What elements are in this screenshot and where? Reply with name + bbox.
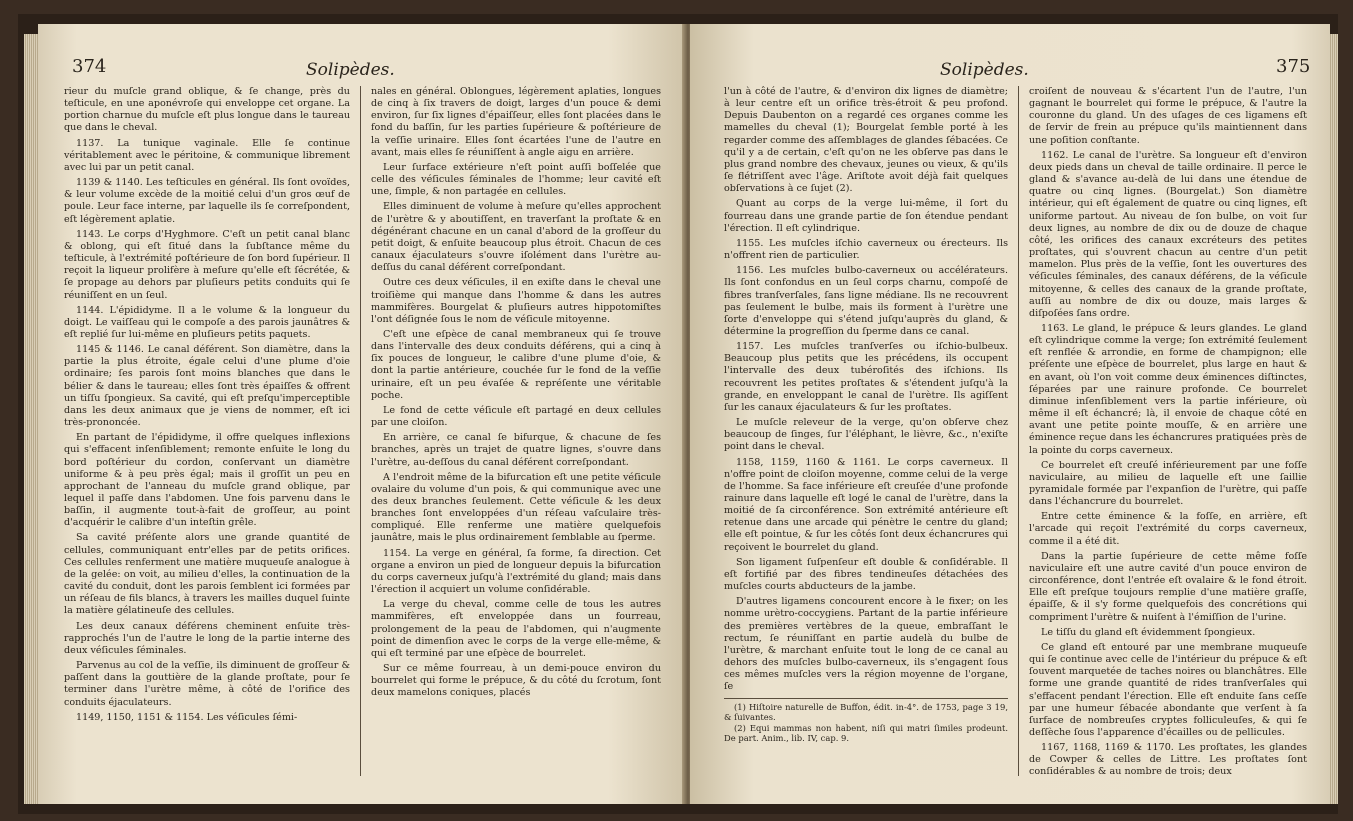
paragraph: 1157. Les muſcles tranſverſes ou iſchio-bulbeux. Beaucoup plus petits que les précédens, ils occupent l'intervalle des deux tubéroſités des iſchions. Ils recouvrent les petites proſtates & s'étendent juſqu'à la grande, en enveloppant le canal de l'urètre. Ils agiſſent ſur les canaux éjaculateurs & ſur les proſtates. [724, 341, 1008, 413]
paragraph: En partant de l'épididyme, il offre quelques inflexions qui s'effacent inſenſiblement; remonte enſuite le long du bord poſtérieur du cordon, conſervant un diamètre uniforme & à peu près égal; mais il groſſit un peu en approchant de l'anneau du muſcle grand oblique, par lequel il paſſe dans l'abdomen. Une fois parvenu dans le baſſin, il augmente tout-à-fait de groſſeur, au point d'acquérir le calibre d'un inteſtin grêle. [64, 432, 350, 529]
paragraph: Quant au corps de la verge lui-même, il ſort du fourreau dans une grande partie de ſon étendue pendant l'érection. Il eſt cylindrique. [724, 198, 1008, 234]
paragraph: En arrière, ce canal ſe bifurque, & chacune de ſes branches, après un trajet de quatre lignes, s'ouvre dans l'urètre, au-deſſous du canal déférent correſpondant. [371, 432, 661, 468]
paragraph: Elles diminuent de volume à meſure qu'elles approchent de l'urètre & y aboutiſſent, en traverſant la proſtate & en dégénérant chacune en un canal d'abord de la groſſeur du petit doigt, & enſuite beaucoup plus étroit. Chacun de ces canaux éjaculateurs s'ouvre iſolément dans l'urètre au-deſſus du canal déférent correſpondant. [371, 201, 661, 274]
paragraph: 1143. Le corps d'Hyghmore. C'eſt un petit canal blanc & oblong, qui eſt ſitué dans la ſubſtance même du teſticule, à l'extrémité poſtérieure de ſon bord ſupérieur. Il reçoit la liqueur prolifère à meſure qu'elle eſt ſécrétée, & ſe propage au dehors par pluſieurs petits conduits qui ſe réuniſſent en un ſeul. [64, 228, 350, 301]
footnote: (1) Hiſtoire naturelle de Buffon, édit. in-4°. de 1753, page 3 19, & ſuivantes. [724, 701, 1008, 722]
right-column-1 [724, 86, 1008, 776]
paragraph: Parvenus au col de la veſſie, ils diminuent de groſſeur & paſſent dans la gouttière de la glande proſtate, pour ſe terminer dans l'urètre même, à côté de l'orifice des conduits éjaculateurs. [64, 660, 350, 708]
paragraph: Sa cavité préſente alors une grande quantité de cellules, communiquant entr'elles par de petits orifices. Ces cellules renferment une matière muqueuſe analogue à de la gelée: on voit, au milieu d'elles, la continuation de la cavité du conduit, dont les parois ſemblent ici formées par un réſeau de fils blancs, à travers les mailles duquel ſuinte la matière gélatineuſe des cellules. [64, 532, 350, 617]
paragraph: Leur ſurface extérieure n'eſt point auſſi boſſelée que celle des véſicules ſéminales de l'homme; leur cavité eſt une, ſimple, & non partagée en cellules. [371, 161, 661, 198]
paragraph: Le tiſſu du gland eſt évidemment ſpongieux. [1041, 626, 1256, 638]
page-number-left: 374 [72, 56, 107, 77]
page-number-right: 375 [1276, 56, 1311, 77]
paragraph: Dans la partie ſupérieure de cette même foſſe naviculaire eſt une autre cavité d'un pouce environ de circonférence, dont l'entrée eſt ovalaire & le fond étroit. Elle eſt preſque toujours remplie d'une matière graſſe, épaiſſe, & il s'y forme quelquefois des concrétions qui compriment l'urètre & nuiſent à l'émiſſion de l'urine. [1029, 550, 1307, 623]
page-edges-right [1330, 34, 1338, 804]
paragraph: 1167, 1168, 1169 & 1170. Les proſtates, les glandes de Cowper & celles de Littre. Les proſtates ſont conſidérables & au nombre de trois; deux [1029, 742, 1307, 776]
paragraph: 1156. Les muſcles bulbo-caverneux ou accélérateurs. Ils ſont confondus en un ſeul corps charnu, compoſé de fibres tranſverſales, ſans ligne médiane. Ils ne recouvrent pas ſeulement le bulbe, mais ils forment à l'urètre une ſorte d'enveloppe qui s'étend juſqu'auprès du gland, & détermine la progreſſion du ſperme dans ce canal. [724, 265, 1008, 337]
paragraph: 1149, 1150, 1151 & 1154. Les véſicules ſémi- [76, 711, 298, 723]
paragraph: Son ligament ſuſpenſeur eſt double & conſidérable. Il eſt fortifié par des fibres tendineuſes détachées des muſcles courts abducteurs de la jambe. [724, 556, 1008, 593]
open-book [18, 14, 1338, 814]
paragraph: Outre ces deux véſicules, il en exiſte dans le cheval une troiſième qui manque dans l'homme & dans les autres mammifères. Bourgelat & pluſieurs autres hippotomiſtes l'ont déſignée ſous le nom de véſicule mitoyenne. [371, 277, 661, 325]
column-rule [360, 86, 361, 776]
paragraph: l'un à côté de l'autre, & d'environ dix lignes de diamètre; à leur centre eſt un orifice très-étroit & peu profond. Depuis Daubenton on a regardé ces organes comme les mamelles du cheval (1); Bourgelat ſemble porté à les regarder comme des aſſemblages de glandes ſébacées. Ce qu'il y a de certain, c'eſt qu'on ne les obſerve pas dans le plus grand nombre des chevaux, jeunes ou vieux, & qu'ils ſe flétriſſent avec l'âge. Ariſtote avoit déjà fait quelques obſervations à ce ſujet (2). [724, 86, 1008, 195]
running-head-left: Solipèdes. [306, 60, 395, 80]
left-column-1 [64, 86, 350, 776]
paragraph: Ce gland eſt entouré par une membrane muqueuſe qui ſe continue avec celle de l'intérieur du prépuce & eſt ſouvent marquetée de taches noires ou blanchâtres. Elle forme une grande quantité de rides tranſverſales qui s'effacent pendant l'érection. Elle eſt enduite ſans ceſſe par une humeur ſébacée abondante que verſent à ſa ſurface de nombreuſes cryptes folliculeuſes, & qui ſe deſſèche ſous l'apparence d'écailles ou de pellicules. [1029, 641, 1307, 738]
paragraph: Sur ce même fourreau, à un demi-pouce environ du bourrelet qui forme le prépuce, & du côté du ſcrotum, ſont deux mamelons coniques, placés [371, 663, 661, 699]
paragraph: A l'endroit même de la bifurcation eſt une petite véſicule ovalaire du volume d'un pois, & qui communique avec une des deux branches ſeulement. Cette véſicule & les deux branches ſont enveloppées d'un réſeau vaſculaire très-compliqué. Elle renferme une matière quelquefois jaunâtre, mais le plus ordinairement ſemblable au ſperme. [371, 471, 661, 544]
running-head-right: Solipèdes. [940, 60, 1029, 80]
left-page [38, 24, 686, 804]
left-columns [64, 86, 664, 776]
paragraph: Entre cette éminence & la foſſe, en arrière, eſt l'arcade qui reçoit l'extrémité du corps caverneux, comme il a été dit. [1029, 511, 1307, 547]
column-rule [1018, 86, 1019, 776]
page-edges-left [24, 34, 38, 804]
paragraph: Le muſcle releveur de la verge, qu'on obſerve chez beaucoup de ſinges, ſur l'éléphant, le lièvre, &c., n'exiſte point dans le cheval. [724, 417, 1008, 453]
paragraph: D'autres ligamens concourent encore à le fixer; on les nomme urètro-coccygiens. Partant de la partie inférieure des premières vertèbres de la queue, embraſſant le rectum, ſe réuniſſant en partie audelà du bulbe de l'urètre, & marchant enſuite tout le long de ce canal au dehors des muſcles bulbo-caverneux, ils s'engagent ſous ces mêmes muſcles vers la région moyenne de l'organe, ſe [724, 596, 1008, 693]
paragraph: 1137. La tunique vaginale. Elle ſe continue véritablement avec le péritoine, & communique librement avec lui par un petit canal. [64, 137, 350, 173]
right-column-2 [1029, 86, 1307, 776]
paragraph: 1158, 1159, 1160 & 1161. Le corps caverneux. Il n'offre point de cloiſon moyenne, comme celui de la verge de l'homme. Sa face inférieure eſt creuſée d'une profonde rainure dans laquelle eſt logé le canal de l'urètre, dans la moitié de ſa circonférence. Son extrémité antérieure eſt retenue dans une arcade qui pénètre le centre du gland; elle eſt pointue, & ſur les côtés ſont deux échancrures qui reçoivent le bourrelet du gland. [724, 456, 1008, 553]
paragraph: croiſent de nouveau & s'écartent l'un de l'autre, l'un gagnant le bourrelet qui forme le prépuce, & l'autre la couronne du gland. Un des uſages de ces ligamens eſt de ſervir de frein au prépuce qu'ils maintiennent dans une poſition conſtante. [1029, 86, 1307, 146]
paragraph: nales en général. Oblongues, légèrement aplaties, longues de cinq à ſix travers de doigt, larges d'un pouce & demi environ, ſur ſix lignes d'épaiſſeur, elles ſont placées dans le fond du baſſin, ſur les parties ſupérieure & poſtérieure de la veſſie urinaire. Elles ſont écartées l'une de l'autre en avant, mais elles ſe réuniſſent à angle aigu en arrière. [371, 86, 661, 158]
paragraph: Le fond de cette véſicule eſt partagé en deux cellules par une cloiſon. [371, 404, 661, 429]
paragraph: 1155. Les muſcles iſchio caverneux ou érecteurs. Ils n'offrent rien de particulier. [724, 237, 1008, 262]
right-page [690, 24, 1330, 804]
paragraph: 1145 & 1146. Le canal déférent. Son diamètre, dans la partie la plus étroite, égale celui d'une plume d'oie ordinaire; ſes parois ſont moins blanches que dans le bélier & dans le taureau; elles ſont très épaiſſes & offrent un tiſſu ſpongieux. Sa cavité, qui eſt preſqu'imperceptible dans les deux animaux que je viens de nommer, eſt ici très-prononcée. [64, 344, 350, 429]
paragraph: C'eſt une eſpèce de canal membraneux qui ſe trouve dans l'intervalle des deux conduits déférens, qui a cinq à ſix pouces de longueur, le calibre d'une plume d'oie, & dont la partie antérieure, couchée ſur le fond de la veſſie urinaire, eſt un peu évaſée & repréſente une véritable poche. [371, 328, 661, 401]
paragraph: Les deux canaux déférens cheminent enſuite très-rapprochés l'un de l'autre le long de la partie interne des deux véſicules ſéminales. [64, 620, 350, 656]
paragraph: 1139 & 1140. Les teſticules en général. Ils ſont ovoïdes, & leur volume excède de la moitié celui d'un gros œuf de poule. Leur face interne, par laquelle ils ſe correſpondent, eſt légèrement aplatie. [64, 177, 350, 225]
right-columns [724, 86, 1308, 776]
paragraph: 1163. Le gland, le prépuce & leurs glandes. Le gland eſt cylindrique comme la verge; ſon extrémité ſeulement eſt renflée & arrondie, en forme de champignon; elle préſente une eſpèce de bourrelet, plus large en haut & en avant, où l'on voit comme deux éminences diſtinctes, ſéparées par une rainure profonde. Ce bourrelet diminue inſenſiblement vers la partie inférieure, où même il eſt échancré; là, il envoie de chaque côté en avant une petite pointe mouſſe, & en arrière une éminence reçue dans les échancrures pratiquées près de la pointe du corps caverneux. [1029, 322, 1307, 456]
paragraph: rieur du muſcle grand oblique, & ſe change, près du teſticule, en une aponévroſe qui enveloppe cet organe. La portion charnue du muſcle eſt plus longue dans le taureau que dans le cheval. [64, 86, 350, 134]
footnote: (2) Equi mammas non habent, niſi qui matri ſimiles prodeunt. De part. Anim., lib. IV, cap. 9. [724, 722, 1008, 743]
paragraph: La verge du cheval, comme celle de tous les autres mammifères, eſt enveloppée dans un fourreau, prolongement de la peau de l'abdomen, qui n'augmente point de dimenſion avec le corps de la verge elle-même, & qui eſt terminé par une eſpèce de bourrelet. [371, 599, 661, 659]
paragraph: Ce bourrelet eſt creuſé inférieurement par une foſſe naviculaire, au milieu de laquelle eſt une ſaillie pyramidale formée par l'expanſion de l'urètre, qui paſſe dans l'échancrure du bourrelet. [1029, 459, 1307, 508]
paragraph: 1144. L'épididyme. Il a le volume & la longueur du doigt. Le vaiſſeau qui le compoſe a des parois jaunâtres & eſt replié ſur lui-même en pluſieurs petits paquets. [64, 304, 350, 340]
footnotes [724, 698, 1008, 744]
paragraph: 1154. La verge en général, ſa forme, ſa direction. Cet organe a environ un pied de longueur depuis la bifurcation du corps caverneux juſqu'à l'extrémité du gland; mais dans l'érection il acquiert un volume conſidérable. [371, 547, 661, 596]
left-column-2 [371, 86, 661, 776]
right-column-1-text [724, 86, 1008, 694]
paragraph: 1162. Le canal de l'urètre. Sa longueur eſt d'environ deux pieds dans un cheval de taille ordinaire. Il perce le gland & s'avance au-delà de lui dans une étendue de quatre ou cinq lignes. (Bourgelat.) Son diamètre intérieur, qui eſt également de quatre ou cinq lignes, eſt uniforme partout. Au niveau de ſon bulbe, on voit ſur deux lignes, au nombre de dix ou de douze de chaque côté, les orifices des canaux excréteurs des petites proſtates, qui s'ouvrent chacun au centre d'un petit mamelon. Plus près de la veſſie, ſont les ouvertures des véſicules ſéminales, des canaux déférens, de la véſicule mitoyenne, & celles des canaux de la grande proſtate, auſſi au nombre de dix ou douze, mais larges & diſpoſées ſans ordre. [1029, 149, 1307, 319]
